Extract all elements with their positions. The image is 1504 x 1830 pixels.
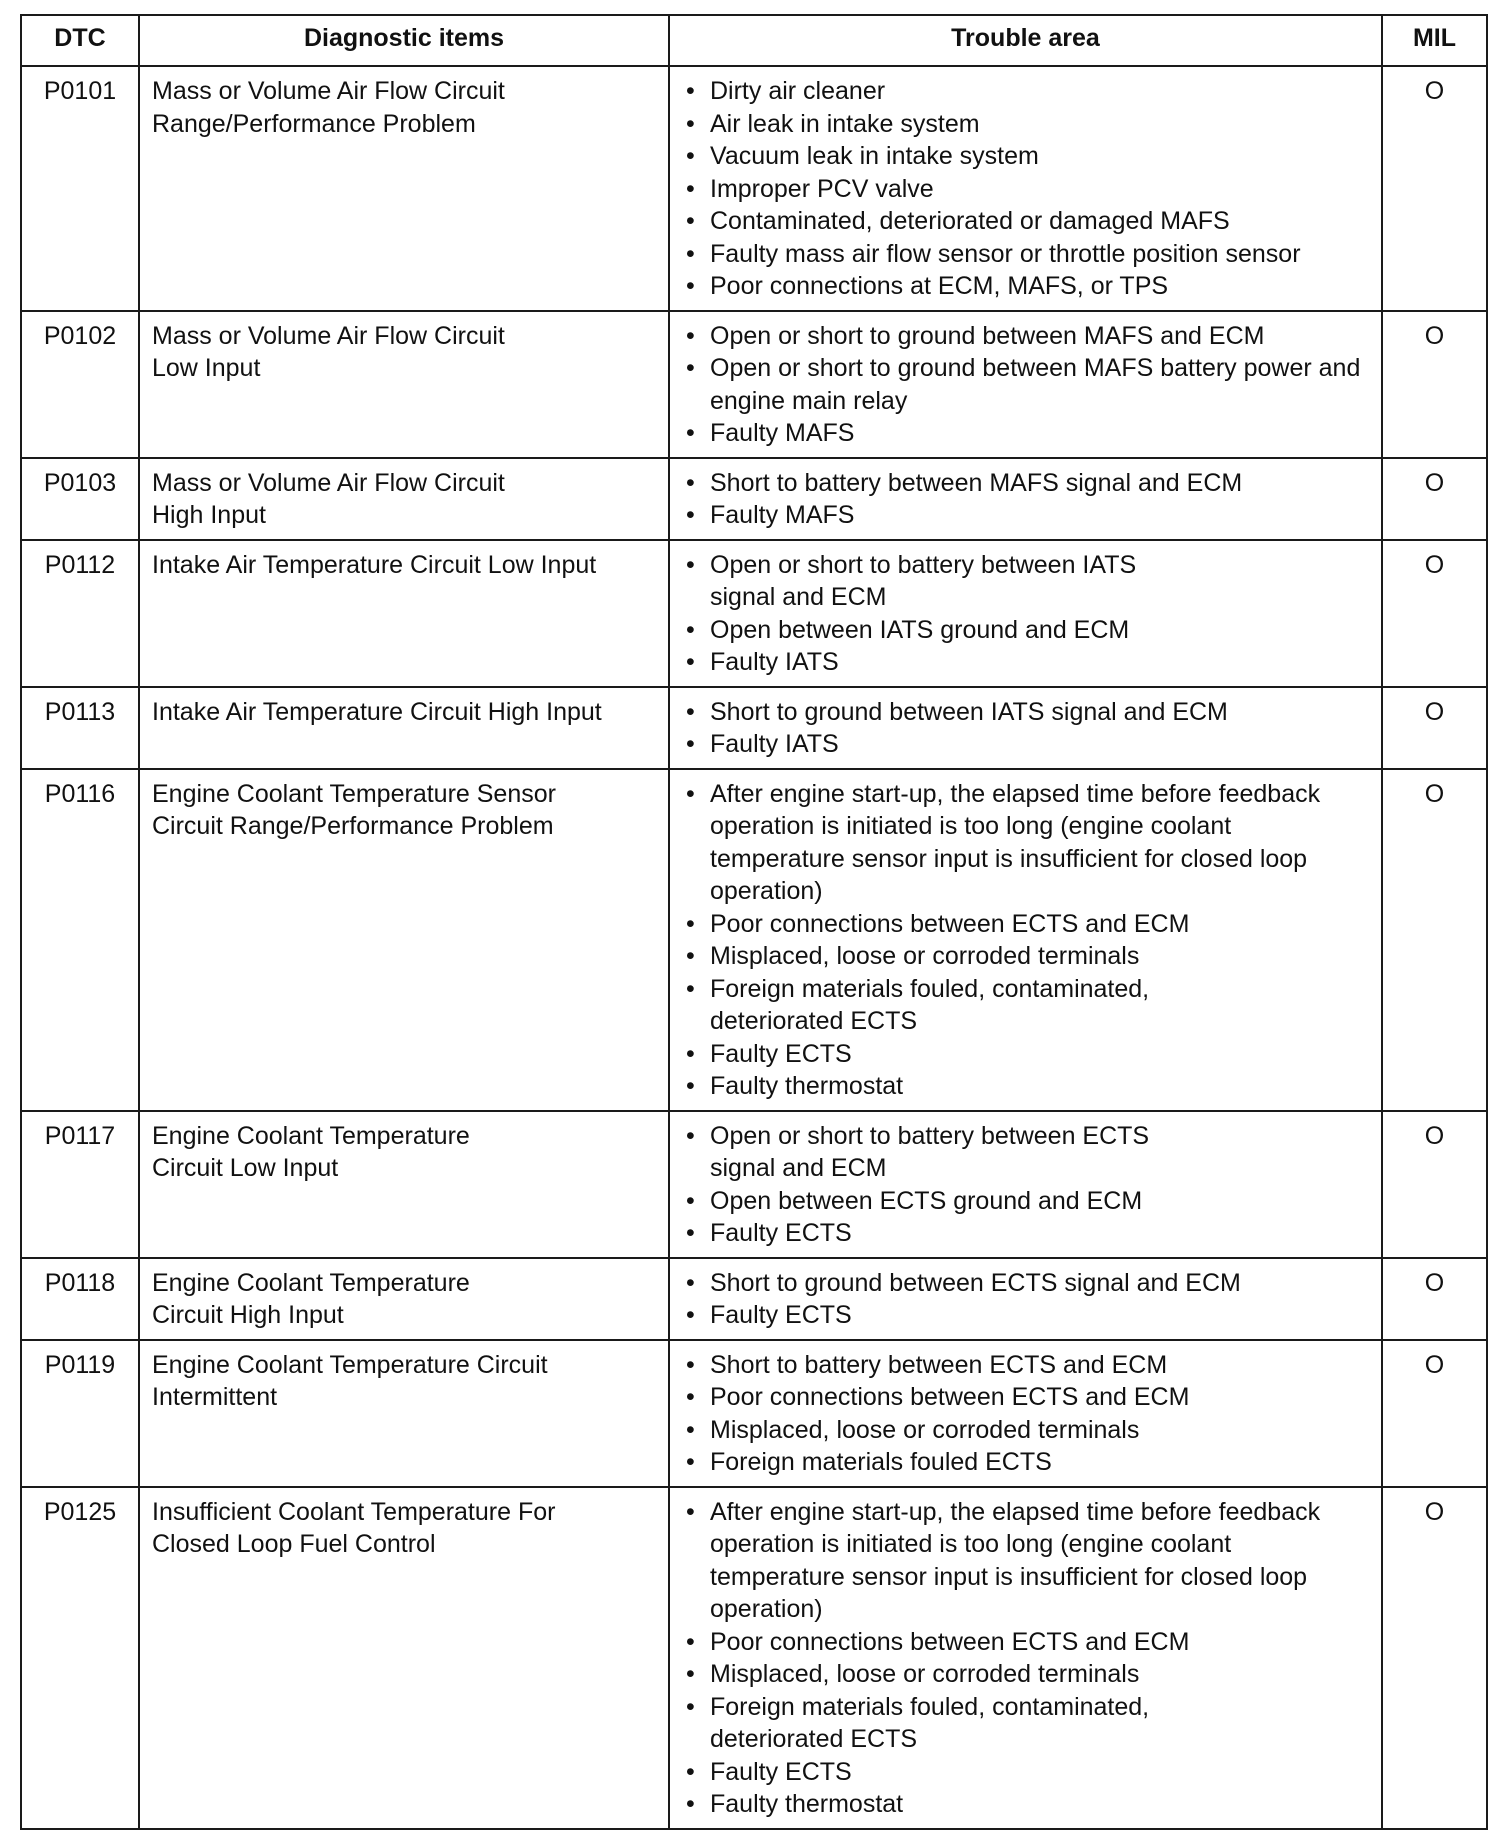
- trouble-item: • Open or short to ground between MAFS battery power and engine main relay: [682, 352, 1371, 417]
- mil-indicator: O: [1382, 458, 1487, 540]
- mil-indicator: O: [1382, 66, 1487, 311]
- trouble-list: [682, 467, 1371, 532]
- table-row: [21, 1340, 1487, 1487]
- mil-indicator: O: [1382, 687, 1487, 769]
- trouble-area-cell: [669, 66, 1382, 311]
- dtc-code: P0125: [21, 1487, 139, 1829]
- trouble-item: • Foreign materials fouled, contaminated, deteriorated ECTS: [682, 973, 1371, 1038]
- diagnostic-item-cell: [139, 1487, 669, 1829]
- trouble-item: • Short to battery between MAFS signal and ECM: [682, 467, 1371, 500]
- trouble-item: • Short to battery between ECTS and ECM: [682, 1349, 1371, 1382]
- trouble-list: [682, 320, 1371, 450]
- table-row: [21, 540, 1487, 687]
- dtc-code: P0117: [21, 1111, 139, 1258]
- diagnostic-item: Mass or Volume Air Flow Circuit High Input: [152, 468, 505, 529]
- trouble-item: • Short to ground between IATS signal and ECM: [682, 696, 1371, 729]
- diagnostic-item: Insufficient Coolant Temperature For Closed Loop Fuel Control: [152, 1497, 556, 1558]
- trouble-item: • Faulty IATS: [682, 728, 1371, 761]
- trouble-list: [682, 1120, 1371, 1250]
- trouble-item: • Open between IATS ground and ECM: [682, 614, 1371, 647]
- trouble-item: • Vacuum leak in intake system: [682, 140, 1371, 173]
- table-row: [21, 1111, 1487, 1258]
- diagnostic-item: Intake Air Temperature Circuit High Input: [152, 697, 602, 726]
- trouble-area-cell: [669, 540, 1382, 687]
- trouble-item: • After engine start-up, the elapsed time before feedback operation is initiated is too long (engine coolant temperature sensor input is insufficient for closed loop operation): [682, 778, 1371, 908]
- table-row: [21, 458, 1487, 540]
- trouble-list: [682, 1267, 1371, 1332]
- dtc-code: P0103: [21, 458, 139, 540]
- dtc-code: P0102: [21, 311, 139, 458]
- table-row: [21, 687, 1487, 769]
- diagnostic-item-cell: [139, 687, 669, 769]
- header-dtc: DTC: [21, 15, 139, 66]
- mil-indicator: O: [1382, 1340, 1487, 1487]
- diagnostic-item: Engine Coolant Temperature Sensor Circuit Range/Performance Problem: [152, 779, 556, 840]
- dtc-code: P0116: [21, 769, 139, 1111]
- trouble-item: • Misplaced, loose or corroded terminals: [682, 1414, 1371, 1447]
- mil-indicator: O: [1382, 311, 1487, 458]
- trouble-list: [682, 1349, 1371, 1479]
- dtc-code: P0119: [21, 1340, 139, 1487]
- trouble-item: • Foreign materials fouled ECTS: [682, 1446, 1371, 1479]
- trouble-area-cell: [669, 687, 1382, 769]
- diagnostic-item: Mass or Volume Air Flow Circuit Low Input: [152, 321, 505, 382]
- diagnostic-item: Intake Air Temperature Circuit Low Input: [152, 550, 597, 579]
- trouble-item: • Faulty mass air flow sensor or throttle position sensor: [682, 238, 1371, 271]
- trouble-item: • Faulty MAFS: [682, 417, 1371, 450]
- dtc-code: P0118: [21, 1258, 139, 1340]
- trouble-item: • Misplaced, loose or corroded terminals: [682, 1658, 1371, 1691]
- trouble-area-cell: [669, 769, 1382, 1111]
- trouble-item: • Faulty thermostat: [682, 1788, 1371, 1821]
- header-row: [21, 15, 1487, 66]
- table-row: [21, 769, 1487, 1111]
- mil-indicator: O: [1382, 1258, 1487, 1340]
- trouble-item: • Faulty ECTS: [682, 1038, 1371, 1071]
- diagnostic-item-cell: [139, 66, 669, 311]
- mil-indicator: O: [1382, 540, 1487, 687]
- mil-indicator: O: [1382, 1487, 1487, 1829]
- trouble-item: • Faulty ECTS: [682, 1217, 1371, 1250]
- mil-indicator: O: [1382, 1111, 1487, 1258]
- trouble-item: • After engine start-up, the elapsed time before feedback operation is initiated is too long (engine coolant temperature sensor input is insufficient for closed loop operation): [682, 1496, 1371, 1626]
- header-mil: MIL: [1382, 15, 1487, 66]
- trouble-item: • Contaminated, deteriorated or damaged MAFS: [682, 205, 1371, 238]
- trouble-item: • Open or short to battery between ECTS signal and ECM: [682, 1120, 1371, 1185]
- table-header: [21, 15, 1487, 66]
- trouble-list: [682, 778, 1371, 1103]
- trouble-area-cell: [669, 311, 1382, 458]
- trouble-area-cell: [669, 458, 1382, 540]
- dtc-table: [20, 14, 1488, 1830]
- table-body: [21, 66, 1487, 1829]
- diagnostic-item-cell: [139, 1258, 669, 1340]
- trouble-item: • Faulty ECTS: [682, 1756, 1371, 1789]
- diagnostic-item-cell: [139, 458, 669, 540]
- table-row: [21, 66, 1487, 311]
- trouble-item: • Foreign materials fouled, contaminated, deteriorated ECTS: [682, 1691, 1371, 1756]
- trouble-item: • Faulty thermostat: [682, 1070, 1371, 1103]
- header-diagnostic-items: Diagnostic items: [139, 15, 669, 66]
- table-row: [21, 1487, 1487, 1829]
- trouble-item: • Poor connections between ECTS and ECM: [682, 1626, 1371, 1659]
- trouble-item: • Open between ECTS ground and ECM: [682, 1185, 1371, 1218]
- table-row: [21, 1258, 1487, 1340]
- diagnostic-item: Engine Coolant Temperature Circuit Low Input: [152, 1121, 470, 1182]
- mil-indicator: O: [1382, 769, 1487, 1111]
- dtc-code: P0112: [21, 540, 139, 687]
- trouble-list: [682, 75, 1371, 303]
- trouble-item: • Faulty MAFS: [682, 499, 1371, 532]
- diagnostic-item: Engine Coolant Temperature Circuit Intermittent: [152, 1350, 548, 1411]
- diagnostic-item: Engine Coolant Temperature Circuit High Input: [152, 1268, 470, 1329]
- diagnostic-item-cell: [139, 1340, 669, 1487]
- diagnostic-item: Mass or Volume Air Flow Circuit Range/Performance Problem: [152, 77, 505, 138]
- trouble-item: • Short to ground between ECTS signal and ECM: [682, 1267, 1371, 1300]
- trouble-item: • Poor connections at ECM, MAFS, or TPS: [682, 270, 1371, 303]
- trouble-item: • Faulty ECTS: [682, 1299, 1371, 1332]
- trouble-item: • Poor connections between ECTS and ECM: [682, 1381, 1371, 1414]
- trouble-item: • Improper PCV valve: [682, 173, 1371, 206]
- trouble-list: [682, 696, 1371, 761]
- dtc-code: P0113: [21, 687, 139, 769]
- trouble-item: • Open or short to battery between IATS signal and ECM: [682, 549, 1371, 614]
- trouble-item: • Dirty air cleaner: [682, 75, 1371, 108]
- trouble-item: • Poor connections between ECTS and ECM: [682, 908, 1371, 941]
- diagnostic-item-cell: [139, 1111, 669, 1258]
- dtc-code: P0101: [21, 66, 139, 311]
- trouble-list: [682, 1496, 1371, 1821]
- trouble-list: [682, 549, 1371, 679]
- trouble-area-cell: [669, 1487, 1382, 1829]
- diagnostic-item-cell: [139, 540, 669, 687]
- header-trouble-area: Trouble area: [669, 15, 1382, 66]
- diagnostic-item-cell: [139, 769, 669, 1111]
- trouble-area-cell: [669, 1111, 1382, 1258]
- trouble-item: • Open or short to ground between MAFS and ECM: [682, 320, 1371, 353]
- trouble-item: • Misplaced, loose or corroded terminals: [682, 940, 1371, 973]
- trouble-item: • Faulty IATS: [682, 646, 1371, 679]
- trouble-item: • Air leak in intake system: [682, 108, 1371, 141]
- table-row: [21, 311, 1487, 458]
- trouble-area-cell: [669, 1258, 1382, 1340]
- trouble-area-cell: [669, 1340, 1382, 1487]
- diagnostic-item-cell: [139, 311, 669, 458]
